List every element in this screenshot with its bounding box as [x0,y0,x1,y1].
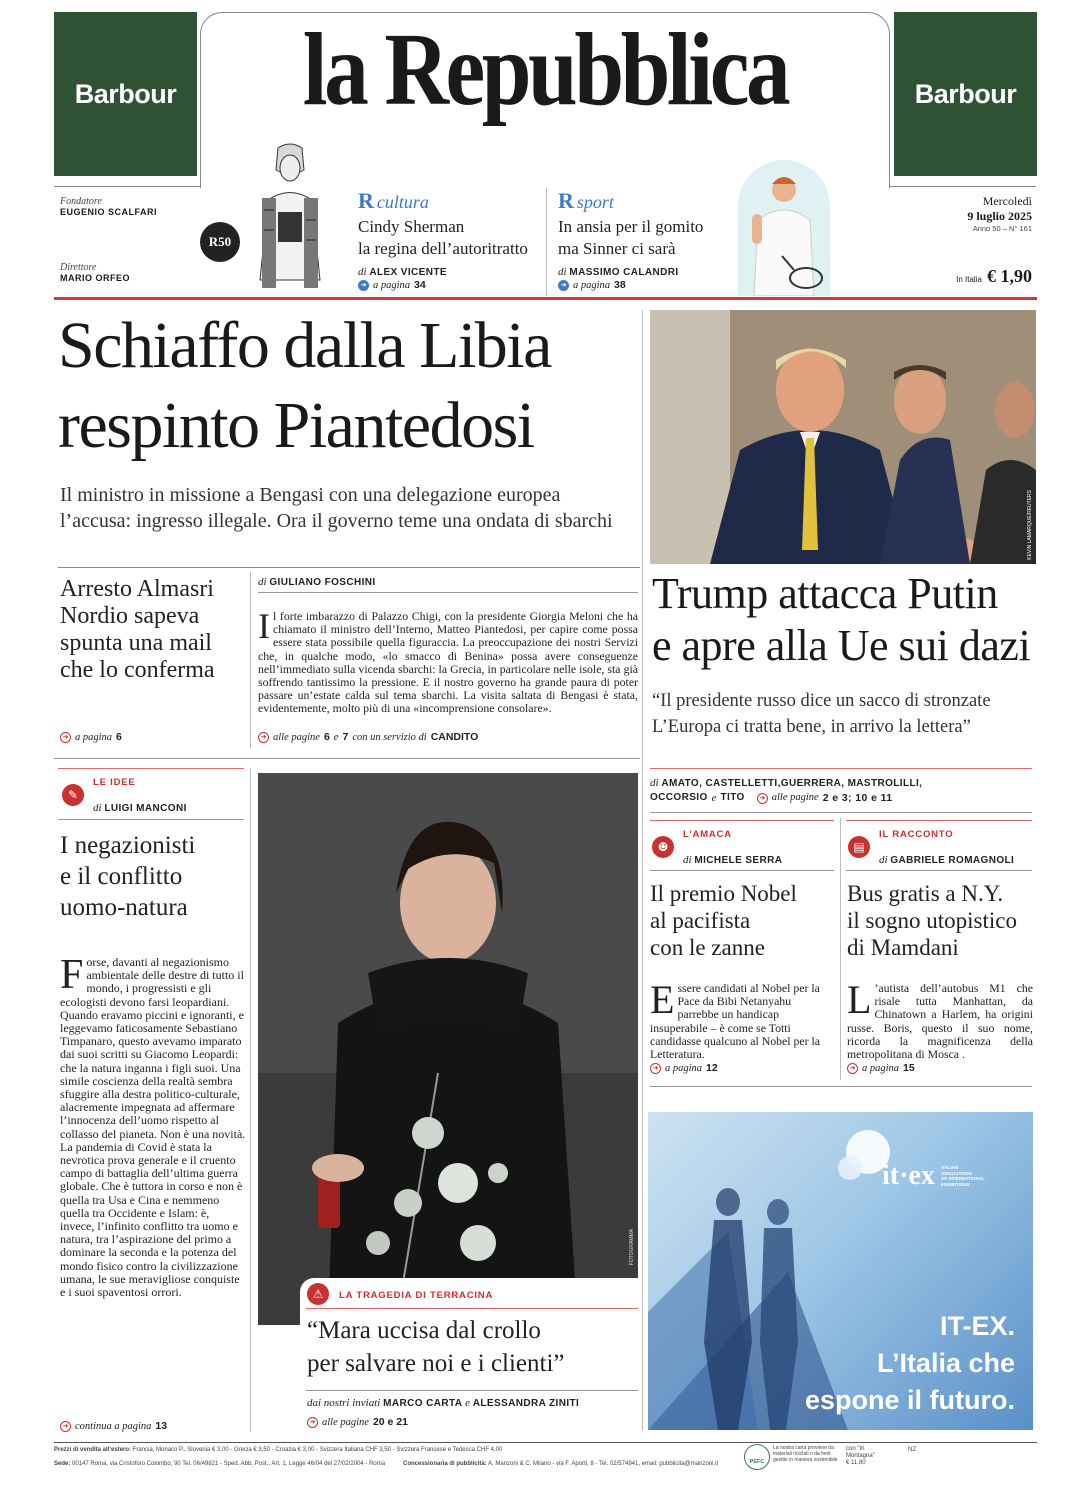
ad-barbour-right[interactable]: Barbour [894,12,1037,176]
arrow-icon: ➜ [60,732,71,743]
idee-headline[interactable]: I negazionisti e il conflitto uomo-natura [60,832,196,921]
arrow-icon: ➜ [258,732,269,743]
lead-body: I l forte imbarazzo di Palazzo Chigi, con la presidente Giorgia Meloni che ha chiamato il ministro dell’Interno, Matteo Piantedosi, per capire come possa essere stata possibile quella figuraccia. La preoccupazione dei nostri Servizi che, in qualche modo, «lo smacco di Benina» possa avere conseguenze nell’immediato sulla vicenda sbarchi: la Grecia, in particolare nelle isole, sta già soffrendo tantissimo la pressione. E il nostro governo ha grande paura di poter passare un’estate calda sul tema sbarchi. La visita saltata di Bengasi è stata, evidentemente, molto più di una «incomprensione consolare». [258,606,638,716]
terracina-headline[interactable]: “Mara uccisa dal crollo per salvare noi e i clienti” [307,1317,565,1377]
trump-rule [650,768,1032,769]
footer-rule [54,1442,1037,1443]
almasri-headline[interactable]: Arresto Almasri Nordio sapeva spunta una mail che lo conferma [60,576,215,683]
terracina-byline: dai nostri inviati MARCO CARTA e ALESSANDRA ZINITI [307,1397,580,1409]
idee-byline: di LUIGI MANCONI [93,802,187,814]
footer-nz: NZ [908,1447,916,1453]
trump-headline[interactable]: Trump attacca Putin e apre alla Ue sui dazi [652,569,1031,670]
trump-bottom-rule [650,812,1032,813]
amaca-byline: di MICHELE SERRA [683,854,783,866]
amaca-byline-rule [650,870,834,871]
lead-subheadline: Il ministro in missione a Bengasi con una delegazione europea l’accusa: ingresso illegale. Ora il governo teme una ondata di sbarchi [60,484,613,532]
footer-concessionaria: Concessionaria di pubblicità: A. Manzoni & C. Milano - via F. Aporti, 8 - Tel. 02/574941, email: pubblicita@manzoni.it [403,1461,719,1467]
amaca-body: E ssere candidati al Nobel per la Pace da Bibi Netanyahu parrebbe un handicap insuperabile – è come se Totti candidasse qualcuno al Nobel per la Letteratura. [650,977,821,1062]
racconto-byline-rule [846,870,1032,871]
lead-bottom-rule [54,758,640,759]
idee-body: F orse, davanti al negazionismo ambientale delle destre di tutto il mondo, i progressisti e gli ecologisti devono farsi leopardiani. Quando eravamo piccini e ignoranti, e leggevamo faticosamente Sebastiano Timpanaro, questo avevamo imparato dai suoi scritti su Giacomo Leopardi: che la natura inganna i figli suoi. Una simile coscienza della realtà sembra sfuggire alla destra politico-culturale, alacremente impegnata ad affermare l’innocenza dell’uomo rispetto al collasso del pianeta. Non è una novità. La pandemia di Covid è stata la nevrotica prova generale e il cruento campo di battaglia dell’ultima guerra globale. Che è tuttora in corso e non è quella tra Usa e Cina e nemmeno quella tra Occidente e Islam: è, invece, l’infinito conflitto tra uomo e natura, tra l’aspirazione del primo a dominare la seconda e la potenza del mondo fisico contro la civilizzazione umana, le sue meravigliose conquiste e i suoi spaventosi orrori. [60,952,246,1300]
masthead-divider [546,188,547,296]
lead-headline[interactable]: Schiaffo dalla Libia respinto Piantedosi [58,309,551,462]
idee-rule [58,768,244,769]
amaca-rule [650,820,834,821]
terracina-rule [306,1308,638,1309]
r-logo-icon: R [558,188,574,213]
sinner-photo [738,160,830,296]
sport-teaser[interactable]: R sport In ansia per il gomito ma Sinner ci sarà di MASSIMO CALANDRI ➜ a pagina 38 [558,188,743,296]
amaca-icon: ☻ [652,836,674,858]
trump-byline: di AMATO, CASTELLETTI,GUERRERA, MASTROLILLI, OCCORSIO e TITO ➜ alle pagine 2 e 3; 10 e 11 [650,777,923,804]
racconto-byline: di GABRIELE ROMAGNOLI [879,854,1015,866]
arrow-icon: ➜ [558,280,569,291]
amaca-headline[interactable]: Il premio Nobel al pacifista con le zanne [650,881,797,960]
idee-icon: ✎ [62,784,84,806]
arrow-icon: ➜ [757,793,768,804]
pefc-logo-icon: PEFC [744,1444,770,1470]
masthead-rule-top [54,186,200,187]
footer-sede: Sede: 00147 Roma, via Cristoforo Colombo, 90 Tel. 06/49821 - Sped. Abb. Post., Art. 1, Legge 46/04 del 27/02/2004 - Roma [54,1461,386,1467]
itex-ad[interactable] [648,1112,1033,1430]
idee-byline-rule [58,819,244,820]
cultura-headline-2: la regina dell’autoritratto [358,239,528,258]
column-divider [642,310,643,1430]
masthead-rule-top-right [890,186,1036,187]
racconto-rule [846,820,1032,821]
lead-rule [58,567,640,568]
trump-subheadline: “Il presidente russo dice un sacco di stronzate L’Europa ci tratta bene, in arrivo la lettera” [652,691,991,737]
racconto-bottom-rule [650,1086,1032,1087]
footer-supplement: con "In Montagna" € 11,80 [846,1446,875,1466]
terracina-kicker: LA TRAGEDIA DI TERRACINA [339,1290,494,1301]
arrow-icon: ➜ [307,1417,318,1428]
trump-photo[interactable]: KEVIN LAMARQUE/REUTERS [650,310,1036,564]
column-divider [840,818,841,1080]
amaca-kicker: L’AMACA [683,829,732,840]
founder-block: Fondatore EUGENIO SCALFARI [60,196,158,217]
arrow-icon: ➜ [60,1421,71,1432]
amaca-page-ref[interactable]: ➜ a pagina 12 [650,1062,718,1074]
price-block: In Italia € 1,90 [956,266,1032,286]
arrow-icon: ➜ [358,280,369,291]
sport-headline-2: ma Sinner ci sarà [558,239,676,258]
newspaper-title[interactable]: la Repubblica [302,12,788,127]
lead-byline-rule [258,592,638,593]
lead-byline: di GIULIANO FOSCHINI [258,576,376,588]
trump-page-ref[interactable]: ➜ alle pagine 2 e 3; 10 e 11 [757,791,893,805]
racconto-headline[interactable]: Bus gratis a N.Y. il sogno utopistico di Mamdani [847,881,1017,960]
cultura-teaser[interactable]: R cultura Cindy Sherman la regina dell’autoritratto di ALEX VICENTE ➜ a pagina 34 [358,188,543,296]
idee-kicker: LE IDEE [93,777,136,788]
terracina-photo[interactable]: FOTOGRAMMA [258,773,638,1325]
footer-prices: Prezzi di vendita all’estero: Francia, Monaco P., Slovenia € 3,00 - Grecia € 3,50 - Croazia € 3,00 - Svizzera Italiana CHF 3,50 - Svizzera Francese e Tedesca CHF 4,00 [54,1447,503,1453]
r50-badge[interactable]: R50 [200,222,240,262]
racconto-page-ref[interactable]: ➜ a pagina 15 [847,1062,915,1074]
masthead-red-rule [54,297,1037,300]
terracina-byline-rule [306,1390,638,1391]
director-block: Direttore MARIO ORFEO [60,262,130,283]
cindy-sherman-illustration [250,140,330,296]
cultura-headline-1: Cindy Sherman [358,217,465,236]
arrow-icon: ➜ [650,1063,661,1074]
itex-logo: it·ex ITALIAN ASSOCIATION OF INTERNATIONAL EXHIBITIONS [882,1160,985,1191]
idee-page-ref[interactable]: ➜ continua a pagina 13 [60,1420,167,1432]
racconto-icon: ▤ [848,836,870,858]
terracina-page-ref[interactable]: ➜ alle pagine 20 e 21 [307,1416,408,1428]
column-divider [250,768,251,1432]
ad-barbour-left[interactable]: Barbour [54,12,197,176]
pefc-text: La nostra carta proviene da materiali riciclati o da fonti gestite in maniera sostenibile [773,1445,838,1463]
terracina-icon: ⚠ [307,1283,329,1305]
arrow-icon: ➜ [847,1063,858,1074]
racconto-kicker: IL RACCONTO [879,829,954,840]
itex-tagline: IT-EX. L’Italia che espone il futuro. [804,1311,1015,1415]
lead-page-ref[interactable]: ➜ alle pagine 6 e 7 con un servizio di CANDITO [258,731,478,743]
almasri-page-ref[interactable]: ➜ a pagina 6 [60,731,122,743]
racconto-body: L ’autista dell’autobus M1 che risale tutta Manhattan, da Chinatown a Harlem, ha origini russe. Boris, questo il suo nome, ricorda la magnificenza della metropolitana di Mosca . [847,977,1033,1062]
date-block: Mercoledì 9 luglio 2025 Anno 50 – N° 161 [967,194,1032,233]
sport-headline-1: In ansia per il gomito [558,217,704,236]
column-divider [250,572,251,748]
r-logo-icon: R [358,188,374,213]
